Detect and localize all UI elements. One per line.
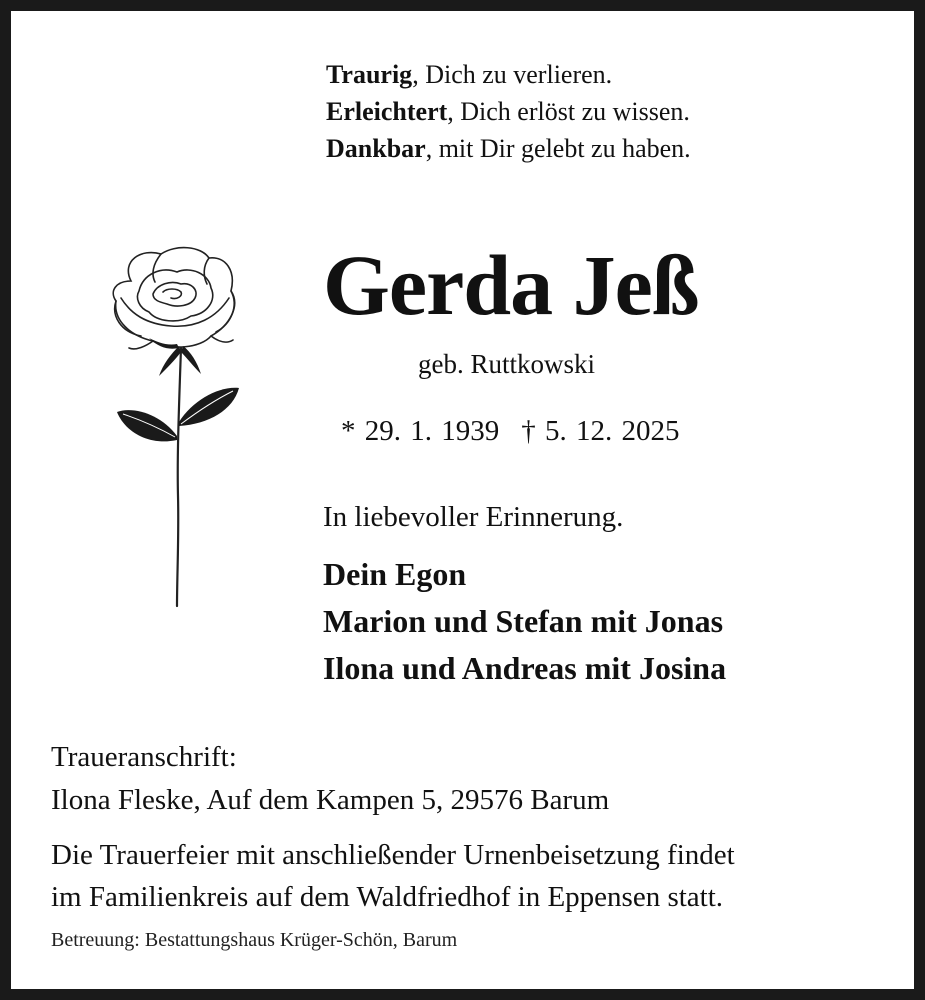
rose-icon xyxy=(91,236,251,611)
ceremony-line: Die Trauerfeier mit anschließender Urnenbeisetzung findet xyxy=(51,839,735,871)
signer-line: Dein Egon xyxy=(323,556,467,592)
motto xyxy=(326,56,691,167)
death-date: † 5. 12. 2025 xyxy=(521,415,680,447)
birth-name: geb. Ruttkowski xyxy=(418,349,596,379)
memory-line: In liebevoller Erinnerung. xyxy=(323,501,624,533)
funeral-home-credit: Betreuung: Bestattungshaus Krüger-Schön, Barum xyxy=(51,929,458,951)
signer-line: Ilona und Andreas mit Josina xyxy=(323,650,727,686)
motto-line: Dankbar, mit Dir gelebt zu haben. xyxy=(326,134,691,163)
mourning-address xyxy=(51,736,609,822)
address-label: Traueranschrift: xyxy=(51,741,237,773)
address-line: Ilona Fleske, Auf dem Kampen 5, 29576 Barum xyxy=(51,784,610,816)
motto-line: Erleichtert, Dich erlöst zu wissen. xyxy=(326,97,690,126)
motto-line: Traurig, Dich zu verlieren. xyxy=(326,60,613,89)
signers xyxy=(323,551,726,692)
ceremony-notice xyxy=(51,834,901,918)
life-dates xyxy=(341,415,680,448)
birth-date: * 29. 1. 1939 xyxy=(341,415,500,447)
deceased-name: Gerda Jeß xyxy=(323,237,699,333)
obituary-card xyxy=(11,11,914,989)
signer-line: Marion und Stefan mit Jonas xyxy=(323,603,724,639)
ceremony-line: im Familienkreis auf dem Waldfriedhof in Eppensen statt. xyxy=(51,881,724,913)
